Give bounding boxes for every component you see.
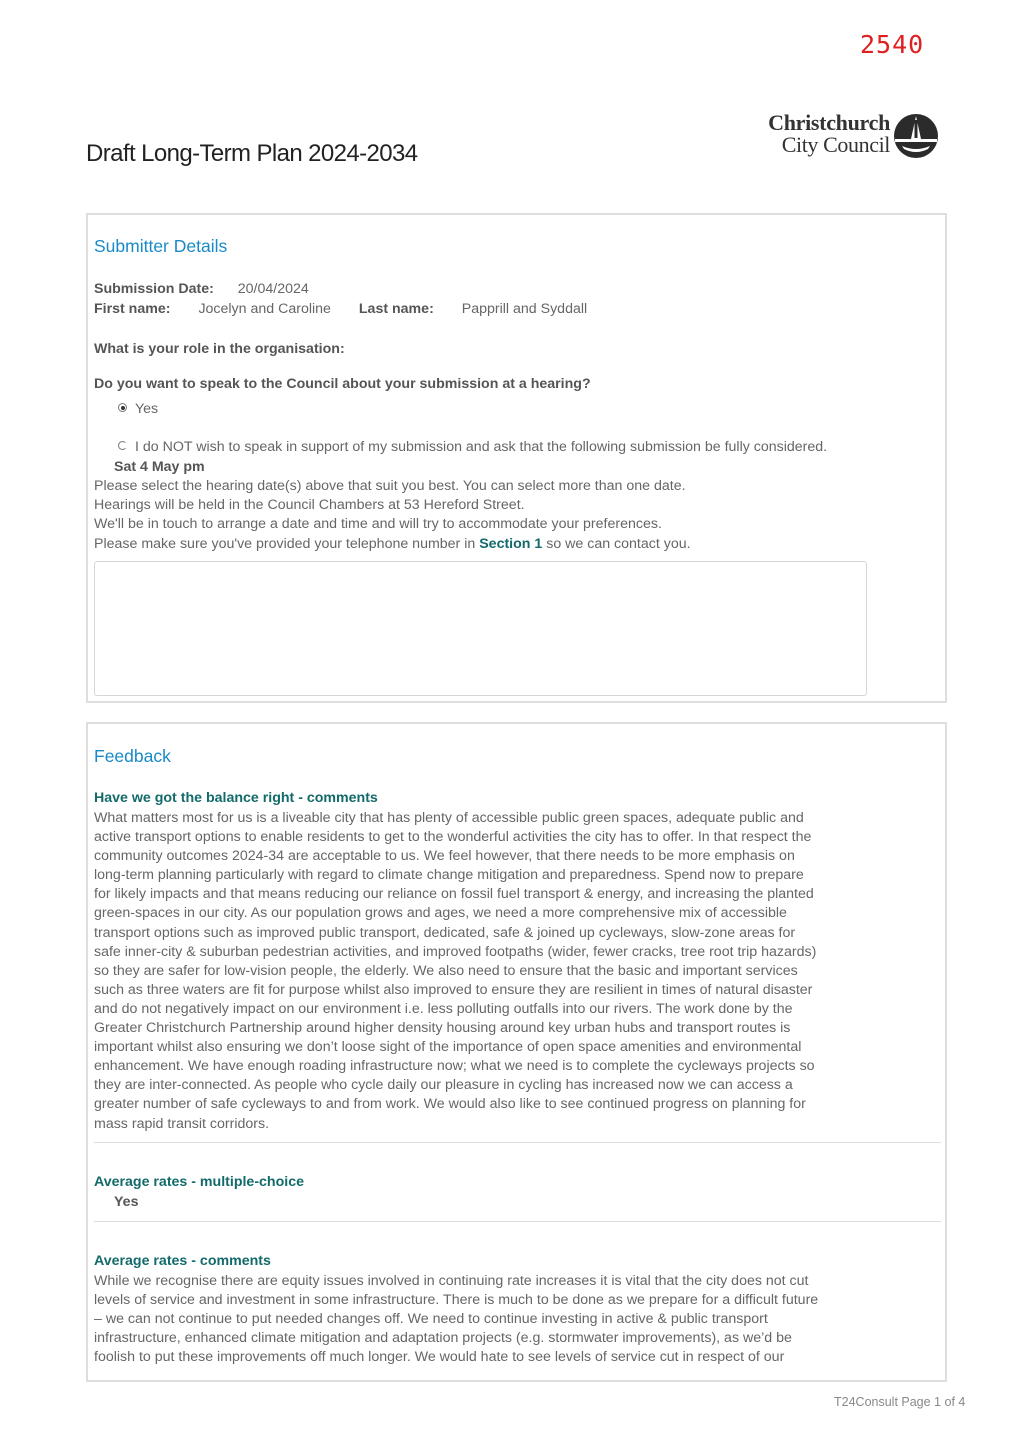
divider [94,1221,941,1222]
hearing-option-no-label: I do NOT wish to speak in support of my submission and ask that the following submission be fully considered. [135,439,828,455]
text-line: they are inter-connected. As people who cycle daily our pleasure in cycling has increased now we can access a [94,1077,793,1094]
hearing-date: Sat 4 May pm [114,459,205,475]
hearing-option-yes[interactable] [118,401,158,417]
page-stamp-number: 2540 [860,30,925,59]
role-question: What is your role in the organisation: [94,341,345,357]
text-line: community outcomes 2024-34 are acceptable to us. We feel however, that there needs to be more emphasis on [94,848,795,865]
hearing-info-line: Please select the hearing date(s) above that suit you best. You can select more than one date. [94,478,686,494]
text-line: mass rapid transit corridors. [94,1115,270,1132]
submission-date-row [94,280,309,299]
submission-date-label: Submission Date: [94,281,214,297]
hearing-option-yes-label: Yes [135,401,159,417]
rates-comments-text [94,1272,854,1367]
phone-note-text: Please make sure you've provided your telephone number in [94,536,480,552]
radio-unchecked-icon[interactable] [118,441,127,450]
phone-note [94,535,691,554]
text-line: such as three waters are fit for purpose whilst also improved to ensure they are resilient in times of natural disaster [94,981,813,998]
rates-multiple-choice-title: Average rates - multiple-choice [94,1174,304,1190]
text-line: greater number of safe cycleways to and from work. We would also like to see continued progress on planning for [94,1096,806,1113]
text-line: What matters most for us is a liveable city that has plenty of accessible public green spaces, adequate public and [94,810,804,826]
text-line: green-spaces in our city. As our population grows and ages, we need a more comprehensive mix of accessible [94,905,787,922]
text-line: transport options such as improved public transport, dedicated, safe & joined up cycleways, slow-zone areas for [94,924,796,941]
submitter-details-heading: Submitter Details [94,236,228,256]
last-name-value: Papprill and Syddall [461,301,588,317]
text-line: Greater Christchurch Partnership around higher density housing around key urban hubs and transport routes is [94,1020,791,1037]
first-name-value: Jocelyn and Caroline [198,301,331,317]
council-logo [750,112,942,162]
feedback-panel [86,722,947,1382]
phone-note-text-end: so we can contact you. [542,536,691,552]
section-1-link[interactable]: Section 1 [479,536,543,552]
logo-text [750,112,890,156]
logo-line-2: City Council [781,132,890,157]
balance-comments-text [94,809,854,1134]
text-line: enhancement. We have enough roading infrastructure now; what we need is to complete the cycleways projects so [94,1058,815,1075]
logo-line-1: Christchurch [768,110,890,135]
text-line: long-term planning particularly with regard to climate change mitigation and preparedness. Spend now to prepare [94,867,804,884]
divider [94,1142,941,1143]
hearing-info-line: Hearings will be held in the Council Chambers at 53 Hereford Street. [94,497,525,513]
text-line: and do not negatively impact on our environment i.e. less polluting outfalls into our rivers. The work done by the [94,1000,793,1017]
radio-checked-icon[interactable] [118,403,127,412]
submission-date-value: 20/04/2024 [237,281,309,297]
hearing-info-line: We'll be in touch to arrange a date and time and will try to accommodate your preferences. [94,516,662,532]
feedback-heading: Feedback [94,746,171,766]
hearing-question: Do you want to speak to the Council about your submission at a hearing? [94,376,591,392]
submitter-details-panel [86,213,947,703]
text-line: for likely impacts and that means reducing our reliance on fossil fuel transport & energy, and increasing the planted [94,886,814,903]
hearing-option-no[interactable] [118,439,827,455]
text-line: – we can not continue to put needed changes off. We need to continue investing in active & public transport [94,1311,768,1328]
cathedral-spire-icon [892,112,940,158]
text-line: While we recognise there are equity issues involved in continuing rate increases it is vital that the city does not cut [94,1273,809,1289]
text-line: important whilst also ensuring we don’t loose sight of the importance of open space amenities and environmental [94,1039,802,1056]
text-line: levels of service and investment in some infrastructure. There is much to be done as we prepare for a difficult future [94,1292,819,1309]
rates-comments-title: Average rates - comments [94,1253,271,1269]
page-footer: T24Consult Page 1 of 4 [834,1395,966,1409]
text-line: active transport options to enable residents to get to the wonderful activities the city has to offer. In that respect the [94,829,812,846]
text-line: safe inner-city & suburban pedestrian activities, and improved footpaths (wider, fewer cracks, tree root trip hazards) [94,943,817,960]
last-name-label: Last name: [358,301,434,317]
document-title: Draft Long-Term Plan 2024-2034 [86,140,418,167]
hearing-comment-textbox[interactable] [94,561,867,696]
balance-comments-title: Have we got the balance right - comments [94,790,378,806]
first-name-label: First name: [94,301,171,317]
text-line: infrastructure, enhanced climate mitigation and adaptation projects (e.g. stormwater improvements), as we’d be [94,1330,792,1347]
name-row [94,300,587,319]
text-line: foolish to put these improvements off much longer. We would hate to see levels of service cut in respect of our [94,1349,785,1366]
text-line: so they are safer for low-vision people, the elderly. We also need to ensure that the basic and important services [94,962,798,979]
rates-multiple-choice-answer: Yes [114,1194,139,1210]
